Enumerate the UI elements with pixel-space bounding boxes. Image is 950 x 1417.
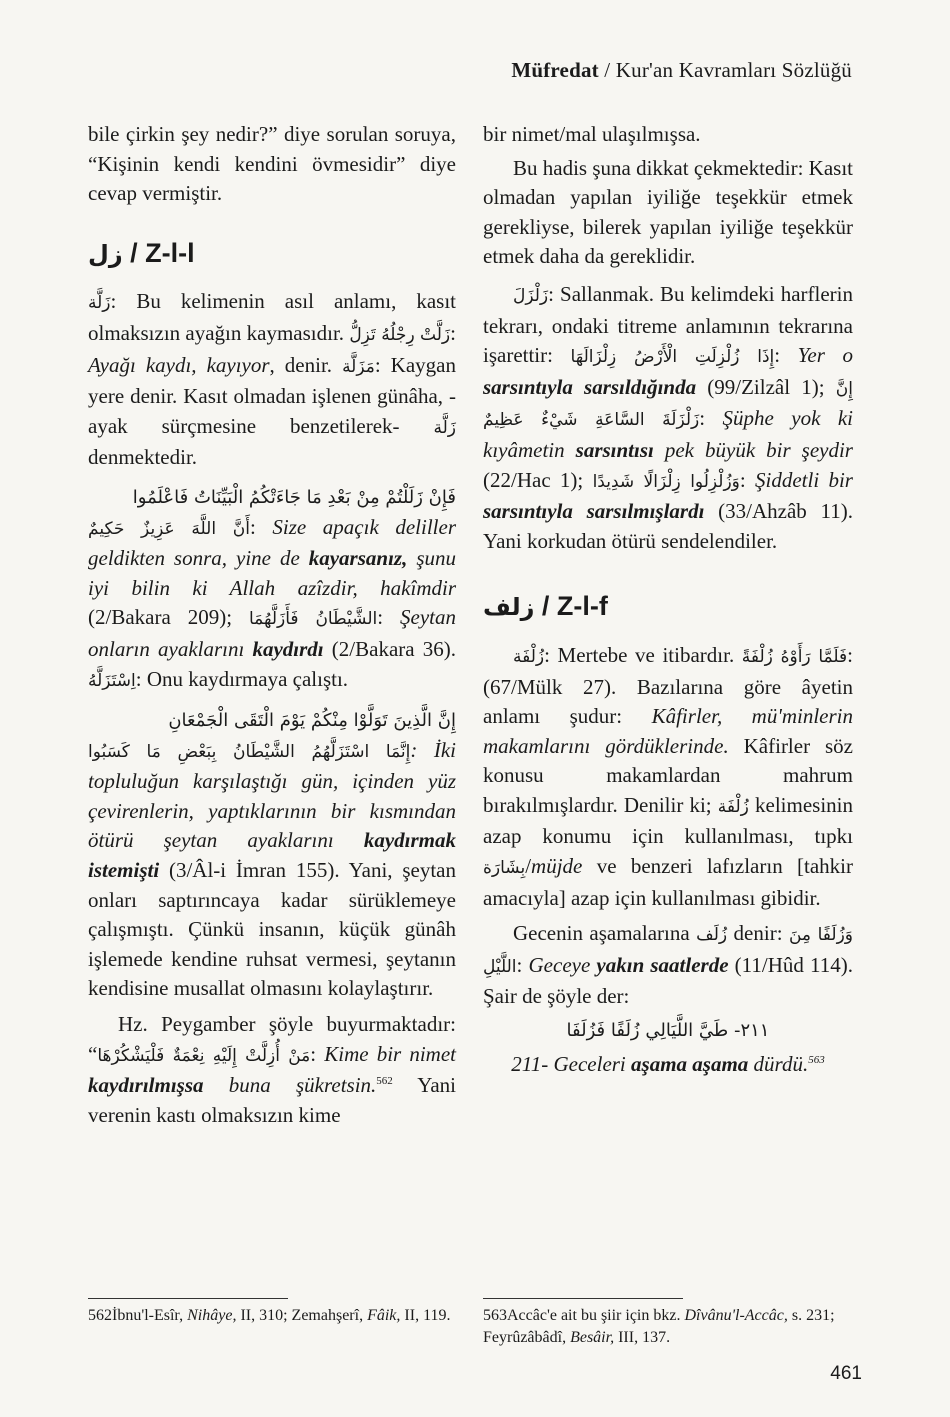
footnote-ref: 562 (376, 1075, 393, 1088)
footnote-divider-right (483, 1298, 683, 1299)
right-column (483, 120, 853, 1079)
entry-heading-latin: / Z-l-f (534, 591, 608, 622)
poem-arabic: ٢١١- طَيَّ اللَّيَالِي زُلَفًا فَزُلَفَا (566, 1020, 770, 1042)
paragraph: Bu hadis şuna dikkat çekmektedir: Kasıt olmadan yapılan iyiliğe teşekkür etmek gerekliyse, bilerek yapılan iyiliğe teşekkür etmek daha da gereklidir. (483, 155, 854, 269)
verse-translation: أَنَّ اللَّهَ عَزِيزٌ حَكِيمٌ: Size apaçık deliller geldikten sonra, yine de kayarsanız, şunu iyi bilin ki Allah azîzdir, hakîmdir (2/Bakara 209); فَأَزَلَّهُمَا الشَّيْطَانُ: Şeytan onların ayaklarını kaydırdı (2/Bakara 36). اِسْتَزَلَّهُ: Onu kaydırmaya çalıştı. (88, 514, 456, 691)
footnote-ref: 563 (808, 1053, 825, 1066)
entry-heading-latin: / Z-l-l (122, 237, 195, 268)
entry-heading-arabic: زلف (483, 593, 535, 622)
footnote-563: 563Accâc'e ait bu şiir için bkz. Dîvânu'l-Accâc, s. 231; Feyrûzâbâdî, Besâir, III, 137. (483, 1307, 835, 1346)
paragraph: زَلْزَلَ: Sallanmak. Bu kelimdeki harflerin tekrarı, ondaki titreme anlamının tekrarına işarettir: إِذَا زُلْزِلَتِ الْأَرْضُ زِلْزَالَهَا: Yer o sarsıntıyla sarsıldığında (99/Zilzâl 1); إِنَّ زَلْزَلَةَ السَّاعَةِ شَيْءٌ عَظِيمٌ: Şüphe yok ki kıyâmetin sarsıntısı pek büyük bir şeydir (22/Hac 1); وَزُلْزِلُوا زِلْزَالًا شَدِيدًا: Şiddetli bir sarsıntıyla sarsılmışlardı (33/Ahzâb 11). Yani korkudan ötürü sendelendiler. (483, 281, 853, 553)
poem-translation: 211- Geceleri aşama aşama dürdü.$^{563}$ (511, 1051, 825, 1076)
running-header (511, 58, 852, 83)
entry-heading-z-l-l (88, 239, 456, 270)
paragraph: Gecenin aşamalarına زُلَف denir: وَزُلَفًا مِنَ اللَّيْلِ: Geceye yakın saatlerde (11/Hûd 114). Şair de şöyle der: (483, 921, 853, 1009)
paragraph: bir nimet/mal ulaşılmışsa. (483, 122, 701, 146)
quran-verse: فَإِنْ زَلَلْتُمْ مِنْ بَعْدِ مَا جَاءَتْكُمُ الْبَيِّنَاتُ فَاعْلَمُوا (132, 486, 456, 508)
paragraph: زَلَّة: Bu kelimenin asıl anlamı, kasıt olmaksızın ayağın kaymasıdır. زَلَّتْ رِجْلُهُ تَزِلُّ: Ayağı kaydı, kayıyor, denir. مَزَلَّة: Kaygan yere denir. Kasıt olmadan işlenen günâha, -ayak sürçmesine benzetilerek- زَلَّة denmektedir. (88, 289, 456, 470)
paragraph: Hz. Peygamber şöyle buyurmaktadır: “مَنْ أُزِلَّتْ إِلَيْهِ نِعْمَةٌ فَلْيَشْكُرْهَا: Kime bir nimet kaydırılmışsa buna şükretsin.$^{562}$ Yani verenin kastı olmaksızın kime (88, 1012, 456, 1127)
footnote-562: 562İbnu'l-Esîr, Nihâye, II, 310; Zemahşerî, Fâik, II, 119. (88, 1307, 451, 1324)
paragraph: زُلْفَة: Mertebe ve itibardır. فَلَمَّا رَأَوْهُ زُلْفَةً: (67/Mülk 27). Bazılarına göre âyetin anlamı şudur: Kâfirler, mü'minlerin makamlarını gördüklerinde. Kâfirler söz konusu makamlardan mahrum bırakılmışlardır. Denilir ki; زُلْفَة kelimesinin azap konumu için kullanılması, tıpkı بِشَارَة/müjde ve benzeri lafızların [tahkir amacıyla] azap için kullanılması gibidir. (483, 642, 853, 910)
header-title-bold: Müfredat (511, 58, 599, 82)
left-column (88, 120, 456, 1130)
header-title-rest: / Kur'an Kavramları Sözlüğü (598, 58, 852, 82)
paragraph: bile çirkin şey nedir?” diye sorulan soruya, “Kişinin kendi kendini övmesidir” diye cevap vermiştir. (88, 122, 456, 206)
entry-heading-z-l-f (483, 592, 853, 623)
verse-translation: إِنَّمَا اسْتَزَلَّهُمُ الشَّيْطَانُ بِبَعْضِ مَا كَسَبُوا: İki topluluğun karşılaştığı gün, içinden yüz çevirenlerin, yaptıklarının bir kısmından ötürü şeytan ayaklarını kaydırmak istemişti (3/Âl-i İmran 155). Yani, şeytan onları saptırıncaya kadar sürüklemeye çalışmıştı. Çünkü insanın, küçük günâh işlemede kendine ruhsat vermesi, şeytanın kendisine musallat olmasını kolaylaştırır. (88, 737, 456, 1001)
entry-heading-arabic: زل (88, 239, 123, 268)
quran-verse: إِنَّ الَّذِينَ تَوَلَّوْا مِنْكُمْ يَوْمَ الْتَقَى الْجَمْعَانِ (168, 710, 456, 732)
footnote-divider-left (88, 1298, 288, 1299)
page-number: 461 (830, 1363, 862, 1384)
